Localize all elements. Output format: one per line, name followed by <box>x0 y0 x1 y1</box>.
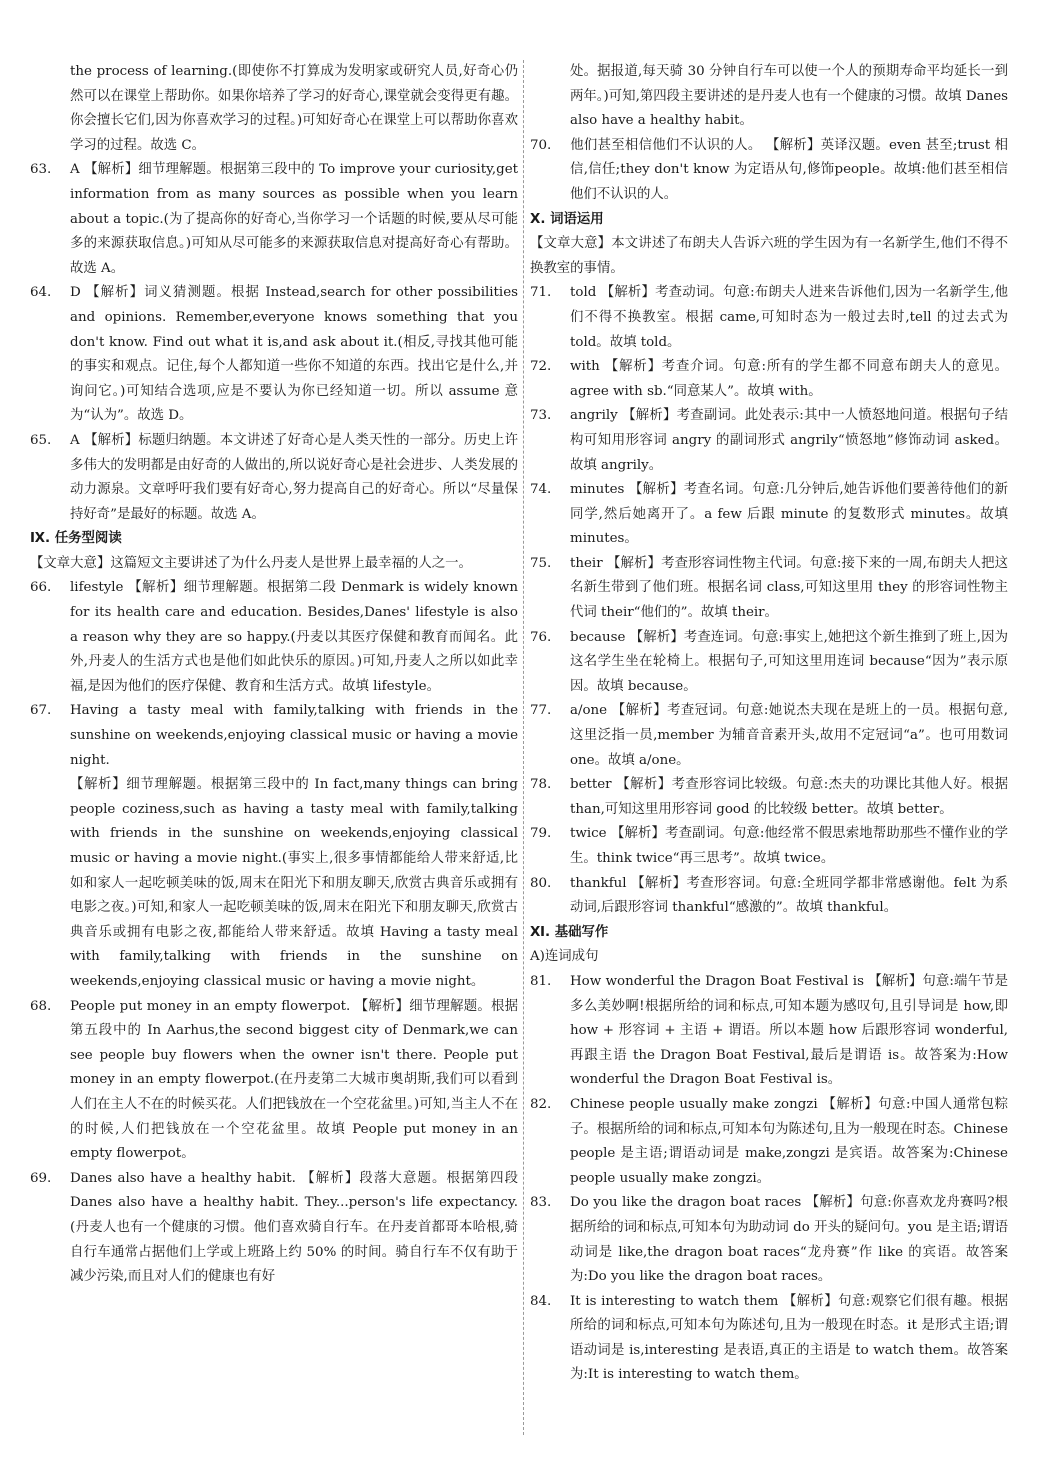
item-number: 67. <box>30 703 52 719</box>
item-text: D 【解析】词义猜测题。根据 Instead,search for other possibilities and opinions. Remember,everyone knows something that you don't know. Find out what it is,and ask about it.(相反,寻找其他可能的事实和观点。记住,每个人都知道一些你不知道的东西。找出它是什么,并询问它。)可知结合选项,应是不要认为你已经知道一切。所以 assume 意为“认为”。故选 D。 <box>70 285 518 424</box>
item-number: 76. <box>530 629 552 645</box>
answer-item <box>30 576 518 699</box>
answer-item <box>530 1290 1008 1388</box>
answer-item <box>530 1093 1008 1191</box>
item-number: 82. <box>530 1096 552 1112</box>
item-number: 63. <box>30 162 52 178</box>
item-number: 77. <box>530 703 552 719</box>
answer-item <box>530 355 1008 404</box>
section-heading: Ⅺ. 基础写作 <box>530 924 609 940</box>
item-number: 83. <box>530 1195 552 1211</box>
item-text: their 【解析】考查形容词性物主代词。句意:接下来的一周,布朗夫人把这名新生带到了他们班。根据名词 class,可知这里用 they 的形容词性物主代词 their“他们的”。故填 their。 <box>570 555 1008 621</box>
item-text: A 【解析】细节理解题。根据第三段中的 To improve your curiosity,get information from as many sources as possible when you learn about a topic.(为了提高你的好奇心,当你学习一个话题的时候,要从尽可能多的来源获取信息。)可知从尽可能多的来源获取信息对提高好奇心有帮助。故选 A。 <box>70 162 518 276</box>
item-number: 69. <box>30 1170 52 1186</box>
item-number: 65. <box>30 432 52 448</box>
item-text: told 【解析】考查动词。句意:布朗夫人进来告诉他们,因为一名新学生,他们不得不换教室。根据 came,可知时态为一般过去时,tell 的过去式为 told。故填 told。 <box>570 285 1008 350</box>
continued-paragraph: 处。据报道,每天骑 30 分钟自行车可以使一个人的预期寿命平均延长一到两年。)可知,第四段主要讲述的是丹麦人也有一个健康的习惯。故填 Danes also have a healthy habit。 <box>570 64 1008 129</box>
answer-item <box>530 1191 1008 1289</box>
answer-item <box>30 1167 518 1290</box>
item-text: with 【解析】考查介词。句意:所有的学生都不同意布朗夫人的意见。agree with sb.“同意某人”。故填 with。 <box>570 359 1008 399</box>
item-number: 68. <box>30 998 52 1014</box>
item-number: 78. <box>530 777 552 793</box>
item-number: 64. <box>30 285 52 301</box>
right-column <box>530 60 1008 1388</box>
item-text: People put money in an empty flowerpot. 【解析】细节理解题。根据第五段中的 In Aarhus,the second biggest city of Denmark,we can see people buy flowers when the owner isn't there. People put money in an empty flowerpot.(在丹麦第二大城市奥胡斯,我们可以看到人们在主人不在的时候买花。人们把钱放在一个空花盆里。)可知,当主人不在的时候,人们把钱放在一个空花盆里。故填 People put money in an empty flowerpot。 <box>70 998 518 1162</box>
answer-item <box>530 134 1008 208</box>
item-number: 71. <box>530 285 552 301</box>
answer-item <box>530 478 1008 552</box>
answer-item <box>530 699 1008 773</box>
item-number: 70. <box>530 137 552 153</box>
item-text: lifestyle 【解析】细节理解题。根据第二段 Denmark is widely known for its health care and education. Besides,Danes' lifestyle is also a reason why they are so happy.(丹麦以其医疗保健和教育而闻名。此外,丹麦人的生活方式也是他们如此快乐的原因。)可知,丹麦人之所以如此幸福,是因为他们的医疗保健、教育和生活方式。故填 lifestyle。 <box>70 580 518 694</box>
answer-item <box>530 404 1008 478</box>
item-number: 72. <box>530 359 552 375</box>
summary-paragraph: A)连词成句 <box>530 949 599 965</box>
answer-item <box>530 773 1008 822</box>
answer-item <box>530 822 1008 871</box>
item-number: 84. <box>530 1293 552 1309</box>
answer-item <box>30 995 518 1167</box>
item-text: Having a tasty meal with family,talking with friends in the sunshine on weekends,enjoying classical music or having a movie night. <box>70 703 518 768</box>
item-text: better 【解析】考查形容词比较级。句意:杰夫的功课比其他人好。根据 than,可知这里用形容词 good 的比较级 better。故填 better。 <box>570 777 1008 817</box>
section-heading: Ⅹ. 词语运用 <box>530 211 604 227</box>
item-text: How wonderful the Dragon Boat Festival is 【解析】句意:端午节是多么美妙啊!根据所给的词和标点,可知本题为感叹句,且引导词是 how,即 how + 形容词 + 主语 + 谓语。所以本题 how 后跟形容词 wonderful,再跟主语 the Dragon Boat Festival,最后是谓语 is。故答案为:How wonderful the Dragon Boat Festival is。 <box>570 973 1008 1088</box>
item-text: Danes also have a healthy habit. 【解析】段落大意题。根据第四段 Danes also have a healthy habit. They...person's life expectancy.(丹麦人也有一个健康的习惯。他们喜欢骑自行车。在丹麦首都哥本哈根,骑自行车通常占据他们上学或上班路上约 50% 的时间。骑自行车不仅有助于减少污染,而且对人们的健康也有好 <box>70 1170 518 1285</box>
item-number: 81. <box>530 973 552 989</box>
item-text: A 【解析】标题归纳题。本文讲述了好奇心是人类天性的一部分。历史上许多伟大的发明都是由好奇的人做出的,所以说好奇心是社会进步、人类发展的动力源泉。文章呼吁我们要有好奇心,努力提高自己的好奇心。所以“尽量保持好奇”是最好的标题。故选 A。 <box>70 432 518 522</box>
item-text: angrily 【解析】考查副词。此处表示:其中一人愤怒地问道。根据句子结构可知用形容词 angry 的副词形式 angrily“愤怒地”修饰动词 asked。故填 angrily。 <box>570 408 1008 473</box>
answer-item <box>30 158 518 281</box>
item-number: 74. <box>530 482 552 498</box>
item-text: minutes 【解析】考查名词。句意:几分钟后,她告诉他们要善待他们的新同学,然后她离开了。a few 后跟 minute 的复数形式 minutes。故填 minutes。 <box>570 482 1008 547</box>
left-column <box>30 60 518 1290</box>
answer-item <box>530 872 1008 921</box>
summary-paragraph: 【文章大意】这篇短文主要讲述了为什么丹麦人是世界上最幸福的人之一。 <box>30 555 472 571</box>
answer-item <box>30 281 518 429</box>
item-text: because 【解析】考查连词。句意:事实上,她把这个新生推到了班上,因为这名学生坐在轮椅上。根据句子,可知这里用连词 because“因为”表示原因。故填 because。 <box>570 629 1008 694</box>
summary-paragraph: 【文章大意】本文讲述了布朗夫人告诉六班的学生因为有一名新学生,他们不得不换教室的事情。 <box>530 236 1008 276</box>
answer-item <box>530 552 1008 626</box>
item-number: 79. <box>530 826 552 842</box>
answer-explanation: 【解析】细节理解题。根据第三段中的 In fact,many things can bring people coziness,such as having a tasty meal with family,talking with friends in the sunshine on weekends,enjoying classical music or having a movie night.(事实上,很多事情都能给人带来舒适,比如和家人一起吃顿美味的饭,周末在阳光下和朋友聊天,欣赏古典音乐或拥有电影之夜。)可知,和家人一起吃顿美味的饭,周末在阳光下和朋友聊天,欣赏古典音乐或拥有电影之夜,都能给人带来舒适。故填 Having a tasty meal with family,talking with friends in the sunshine on weekends,enjoying classical music or having a movie night。 <box>70 777 518 989</box>
item-number: 75. <box>530 555 552 571</box>
item-text: 他们甚至相信他们不认识的人。 【解析】英译汉题。even 甚至;trust 相信,信任;they don't know 为定语从句,修饰people。故填:他们甚至相信他们不认识的人。 <box>570 137 1008 202</box>
item-number: 73. <box>530 408 552 424</box>
item-number: 66. <box>30 580 52 596</box>
column-divider <box>523 60 524 1435</box>
item-text: Chinese people usually make zongzi 【解析】句意:中国人通常包粽子。根据所给的词和标点,可知本句为陈述句,且为一般现在时态。Chinese people 是主语;谓语动词是 make,zongzi 是宾语。故答案为:Chinese people usually make zongzi。 <box>570 1096 1008 1186</box>
section-heading: Ⅸ. 任务型阅读 <box>30 531 122 547</box>
answer-item <box>30 429 518 527</box>
continued-paragraph: the process of learning.(即使你不打算成为发明家或研究人员,好奇心仍然可以在课堂上帮助你。如果你培养了学习的好奇心,课堂就会变得更有趣。你会擅长它们,因为你喜欢学习的过程。)可知好奇心在课堂上可以帮助你喜欢学习的过程。故选 C。 <box>70 64 518 153</box>
answer-item <box>530 970 1008 1093</box>
item-text: thankful 【解析】考查形容词。句意:全班同学都非常感谢他。felt 为系动词,后跟形容词 thankful“感激的”。故填 thankful。 <box>570 875 1008 916</box>
item-text: twice 【解析】考查副词。句意:他经常不假思索地帮助那些不懂作业的学生。think twice“再三思考”。故填 twice。 <box>570 826 1008 866</box>
item-number: 80. <box>530 875 552 891</box>
answer-item <box>530 626 1008 700</box>
item-text: Do you like the dragon boat races 【解析】句意:你喜欢龙舟赛吗?根据所给的词和标点,可知本句为助动词 do 开头的疑问句。you 是主语;谓语动词是 like,the dragon boat races“龙舟赛”作 like 的宾语。故答案为:Do you like the dragon boat races。 <box>570 1195 1008 1285</box>
item-text: It is interesting to watch them 【解析】句意:观察它们很有趣。根据所给的词和标点,可知本句为陈述句,且为一般现在时态。it 是形式主语;谓语动词是 is,interesting 是表语,真正的主语是 to watch them。故答案为:It is interesting to watch them。 <box>570 1293 1008 1383</box>
answer-item <box>530 281 1008 355</box>
answer-item <box>30 699 518 773</box>
item-text: a/one 【解析】考查冠词。句意:她说杰夫现在是班上的一员。根据句意,这里泛指一员,member 为辅音音素开头,故用不定冠词“a”。也可用数词 one。故填 a/one。 <box>570 703 1008 768</box>
